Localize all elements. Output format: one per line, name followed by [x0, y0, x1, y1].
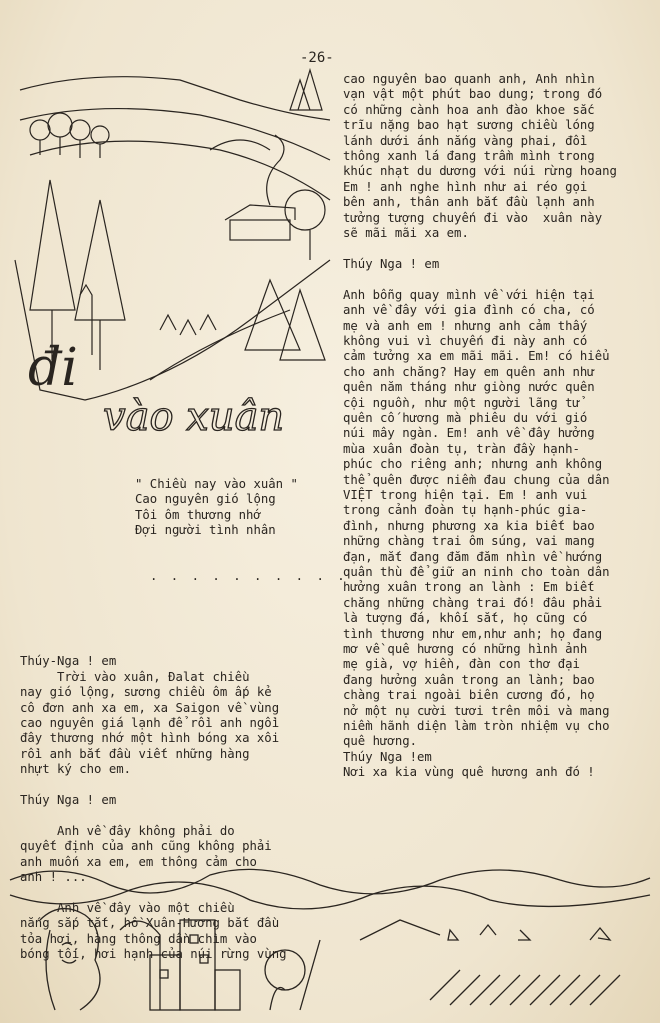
text-line: cao nguyên giá lạnh để rồi anh ngồi — [20, 715, 280, 730]
text-line: nắng sắp tắt, hồ Xuân-Hương bắt đầu — [20, 916, 280, 931]
text-line: cô đơn anh xa em, xa Saigon về vùng — [20, 700, 280, 715]
text-line: nhựt ký cho em. — [20, 762, 132, 777]
text-line: quyết định của anh cũng không phải — [20, 839, 272, 854]
text-line: mùa xuân đoàn tụ, tràn đầy hạnh- — [343, 441, 580, 456]
text-line: phúc cho riêng anh; nhưng anh không — [343, 457, 603, 472]
text-line: Thúy Nga !em — [343, 749, 432, 764]
text-line: đạn, mắt đang đăm đăm nhìn về hướng — [343, 549, 603, 564]
text-line: quên cố hương mà phiêu du với gió — [343, 410, 588, 425]
bottom-illustration — [0, 860, 660, 1023]
text-line: cho anh chăng? Hay em quên anh như — [343, 364, 595, 379]
text-line: mơ về quê hương có những hình ảnh — [343, 642, 588, 657]
text-line: anh ! ... — [20, 869, 87, 884]
poem-dots: . . . . . . . . . . — [150, 569, 348, 584]
text-line: cảm tưởng xa em mãi mãi. Em! có hiểu — [343, 349, 610, 364]
title-word-1: đi — [28, 338, 78, 398]
text-line: tỏa hơi, hàng thông dần chìm vào — [20, 931, 257, 946]
text-line: vạn vật một phút bao dung; trong đó — [343, 87, 603, 102]
text-line: đình, nhưng phương xa kia biết bao — [343, 518, 595, 533]
text-line: Nơi xa kia vùng quê hương anh đó ! — [343, 765, 595, 780]
text-line: niềm hãnh diện làm tròn nhiệm vụ cho — [343, 719, 610, 734]
text-line: trong cảnh đoàn tụ hạnh-phúc gia- — [343, 503, 588, 518]
text-line: sẽ mãi mãi xa em. — [343, 226, 469, 241]
text-line: quê hương. — [343, 734, 418, 749]
text-line: thể quên được niềm đau chung của dân — [343, 472, 610, 487]
text-line: anh về đây với gia đình có cha, có — [343, 303, 595, 318]
text-line: nay gió lộng, sương chiều ôm ấp kẻ — [20, 685, 272, 700]
text-line — [343, 241, 658, 256]
text-line: chăng những chàng trai đó! đâu phải — [343, 595, 603, 610]
text-line: Em ! anh nghe hình như ai réo gọi — [343, 179, 588, 194]
title-word-2: vào xuân — [103, 394, 285, 440]
text-line: cao nguyên bao quanh anh, Anh nhìn — [343, 72, 595, 86]
text-line: Thúy-Nga ! em — [20, 654, 117, 669]
text-line: rồi anh bắt đầu viết những hàng — [20, 746, 250, 761]
text-line — [343, 272, 658, 287]
text-line: mẹ già, vợ hiền, đàn con thơ đại — [343, 657, 580, 672]
text-line: Anh bỗng quay mình về với hiện tại — [343, 287, 595, 302]
text-line: khúc nhạt du dương với núi rừng hoang — [343, 164, 617, 179]
text-line: Thúy Nga ! em — [343, 256, 440, 271]
text-line: Anh về đây không phải do — [20, 823, 235, 838]
text-line: đây thương nhớ một hình bóng xa xôi — [20, 731, 280, 746]
text-line: không vui vì chuyến đi này anh có — [343, 333, 588, 348]
poem-line: Tôi ôm thương nhớ — [135, 507, 261, 522]
text-line: mẹ và anh em ! nhưng anh cảm thấy — [343, 318, 588, 333]
text-line — [20, 808, 340, 823]
text-line — [20, 778, 340, 793]
text-line: quên năm tháng như giòng nước quên — [343, 380, 595, 395]
text-line: Thúy Nga ! em — [20, 792, 117, 807]
poem-line: Cao nguyên gió lộng — [135, 492, 276, 507]
text-line: bên anh, thân anh bắt đầu lạnh anh — [343, 195, 595, 210]
text-line: đang hưởng xuân trong an lành; bao — [343, 672, 595, 687]
text-line: tưởng tượng chuyến đi vào xuân này — [343, 210, 603, 225]
text-line: cội nguồn, như một người lãng tử — [343, 395, 580, 410]
text-line: bóng tối, hơi hạnh của núi rừng vùng — [20, 947, 287, 961]
text-line: quân thù để giữ an ninh cho toàn dân — [343, 565, 610, 579]
text-line: lánh dưới ánh nắng vàng phai, đồi — [343, 133, 588, 148]
poem — [20, 477, 340, 539]
text-line: nở một nụ cười tươi trên môi và mang — [343, 703, 610, 718]
text-line: là tượng đá, khối sắt, họ cũng có — [343, 611, 588, 626]
text-line: Anh về đây vào một chiều — [20, 900, 235, 915]
text-line: thông xanh lá đang trầm mình trong — [343, 149, 595, 164]
page-number: -26- — [300, 50, 334, 66]
text-line: hưởng xuân trong an lành : Em biết — [343, 580, 595, 595]
text-line: núi mây ngàn. Em! anh về đây hưởng — [343, 426, 595, 441]
text-line: có những cành hoa anh đào khoe sắc — [343, 102, 595, 117]
text-line: tình thương như em,như anh; họ đang — [343, 626, 603, 641]
right-column-text — [343, 72, 658, 781]
text-line: Trời vào xuân, Đalat chiều — [20, 669, 250, 684]
text-line: chàng trai ngoài biên cương đó, họ — [343, 688, 595, 703]
poem-line: " Chiều nay vào xuân " — [135, 476, 298, 491]
text-line: những chàng trai ôm súng, vai mang — [343, 534, 595, 549]
text-line: anh muốn xa em, em thông cảm cho — [20, 854, 257, 869]
title-lettering — [28, 335, 348, 445]
poem-line: Đợi người tình nhân — [135, 523, 276, 538]
text-line: trĩu nặng bao hạt sương chiều lóng — [343, 118, 595, 133]
text-line: VIỆT trong hiện tại. Em ! anh vui — [343, 487, 588, 502]
